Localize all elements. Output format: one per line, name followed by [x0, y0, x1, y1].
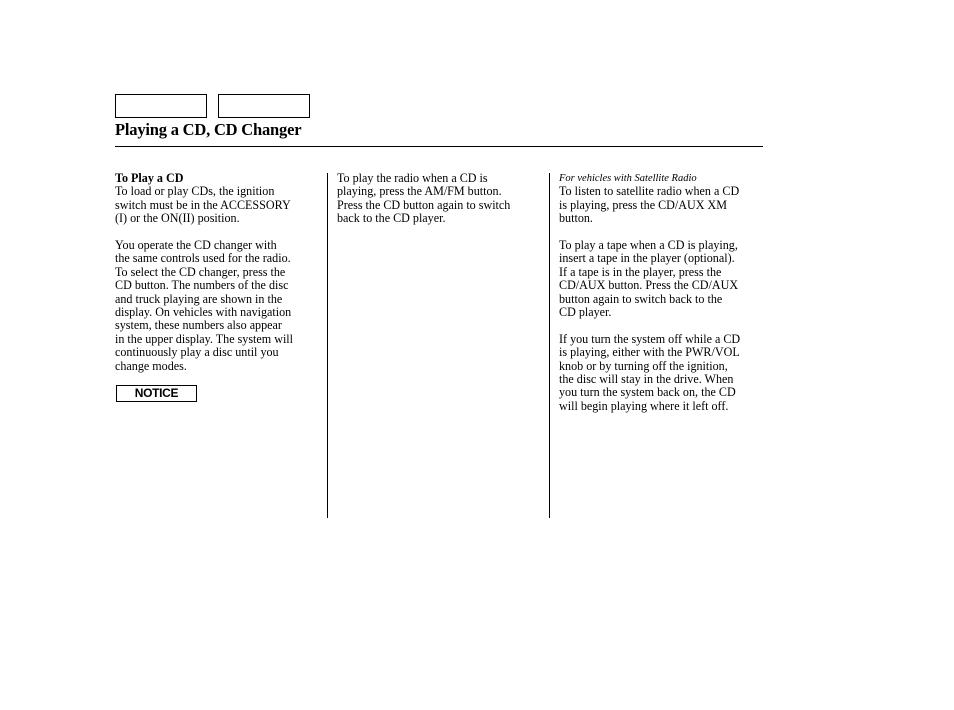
text-line: button.	[559, 211, 593, 226]
column-divider-2	[549, 173, 550, 518]
text-line: continuously play a disc until you	[115, 345, 279, 360]
text-line: CD/AUX button. Press the CD/AUX	[559, 278, 739, 293]
text-line: Press the CD button again to switch	[337, 197, 511, 212]
text-line: If you turn the system off while a CD	[559, 331, 741, 346]
text-line: the same controls used for the radio.	[115, 251, 291, 266]
text-column-3	[559, 172, 764, 413]
text-line: is playing, either with the PWR/VOL	[559, 345, 740, 360]
text-line: To select the CD changer, press the	[115, 264, 286, 279]
page-title: Playing a CD, CD Changer	[115, 120, 302, 139]
text-line: is playing, press the CD/AUX XM	[559, 197, 727, 212]
text-line: If a tape is in the player, press the	[559, 264, 722, 279]
text-line: button again to switch back to the	[559, 291, 723, 306]
text-column-2	[337, 172, 542, 226]
section-subhead: To Play a CD	[115, 171, 184, 185]
text-line: display. On vehicles with navigation	[115, 305, 292, 320]
text-line: playing, press the AM/FM button.	[337, 184, 502, 199]
notice-badge[interactable]: NOTICE	[116, 385, 197, 402]
text-column-1	[115, 172, 320, 373]
text-line: change modes.	[115, 358, 187, 373]
text-line: To listen to satellite radio when a CD	[559, 184, 740, 199]
text-line: switch must be in the ACCESSORY	[115, 197, 291, 212]
title-divider	[115, 146, 763, 147]
text-line: To play the radio when a CD is	[337, 171, 488, 185]
text-line: and truck playing are shown in the	[115, 291, 283, 306]
text-line: system, these numbers also appear	[115, 318, 282, 333]
text-line: you turn the system back on, the CD	[559, 385, 736, 400]
nav-box-table-of-contents[interactable]	[218, 94, 310, 118]
text-line: CD player.	[559, 305, 612, 320]
nav-box-main-menu[interactable]	[115, 94, 207, 118]
text-line: will begin playing where it left off.	[559, 398, 729, 413]
text-line: in the upper display. The system will	[115, 331, 294, 346]
text-line: You operate the CD changer with	[115, 238, 277, 253]
text-line: To load or play CDs, the ignition	[115, 184, 275, 199]
vehicle-applicability-note: For vehicles with Satellite Radio	[559, 173, 697, 184]
text-line: (I) or the ON(II) position.	[115, 211, 240, 226]
column-divider-1	[327, 173, 328, 518]
text-line: To play a tape when a CD is playing,	[559, 238, 738, 253]
text-line: knob or by turning off the ignition,	[559, 358, 728, 373]
text-line: the disc will stay in the drive. When	[559, 372, 734, 387]
text-line: CD button. The numbers of the disc	[115, 278, 289, 293]
text-line: back to the CD player.	[337, 211, 446, 226]
text-line: insert a tape in the player (optional).	[559, 251, 735, 266]
